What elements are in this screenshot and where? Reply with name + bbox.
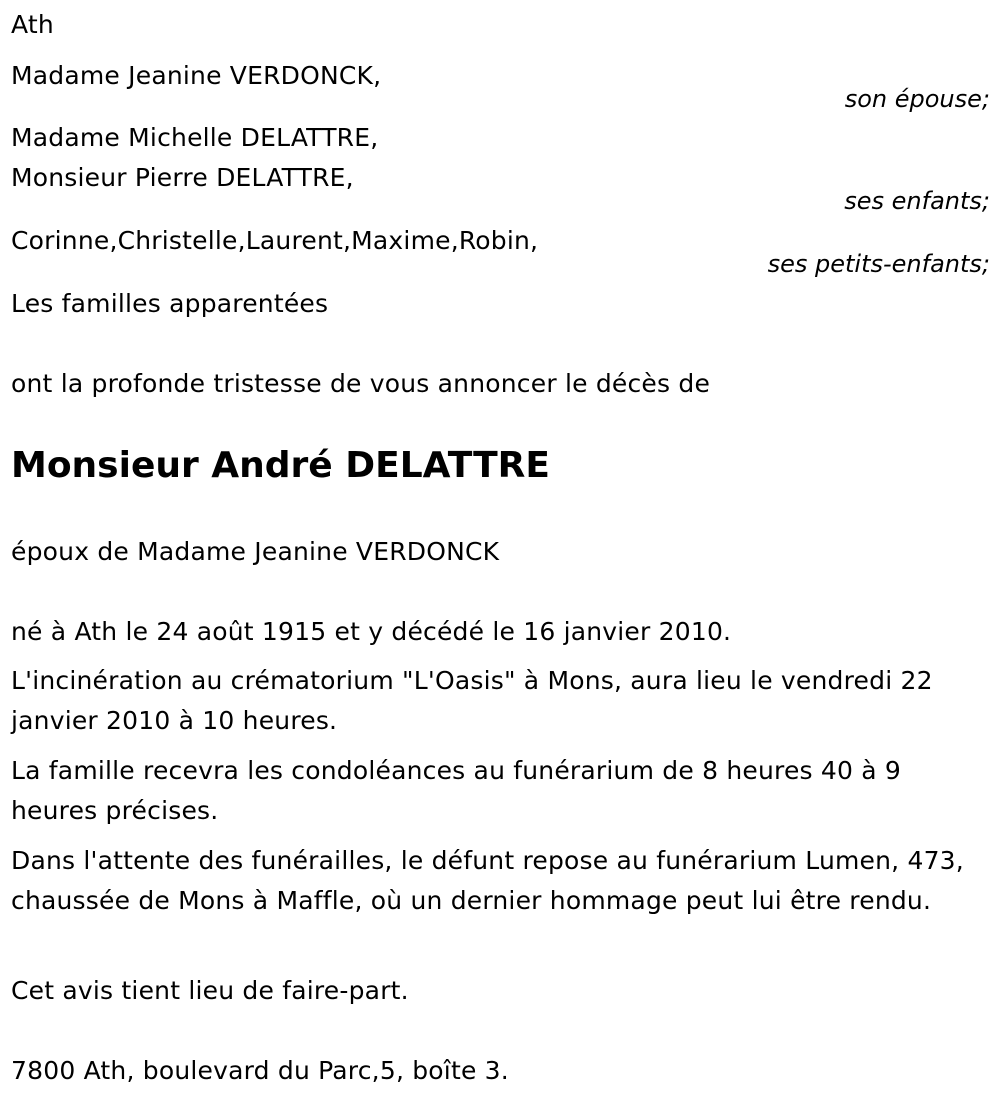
- deceased-name: Monsieur André DELATTRE: [11, 445, 550, 486]
- city-header: Ath: [11, 10, 54, 39]
- grandchildren-names: Corinne,Christelle,Laurent,Maxime,Robin,: [11, 226, 539, 255]
- child-name-2: Monsieur Pierre DELATTRE,: [11, 163, 354, 192]
- condolences-paragraph: La famille recevra les condoléances au funérarium de 8 heures 40 à 9 heures précises.: [11, 756, 902, 825]
- children-role: ses enfants;: [844, 187, 990, 215]
- spouse-of-line: époux de Madame Jeanine VERDONCK: [11, 537, 500, 566]
- announcement-text: ont la profonde tristesse de vous annoncer le décès de: [11, 369, 711, 398]
- birth-death-line: né à Ath le 24 août 1915 et y décédé le 16 janvier 2010.: [11, 617, 732, 646]
- incineration-paragraph: L'incinération au crématorium "L'Oasis" à Mons, aura lieu le vendredi 22 janvier 2010 à 10 heures.: [11, 666, 933, 735]
- spouse-name: Madame Jeanine VERDONCK,: [11, 61, 382, 90]
- relatives-line: Les familles apparentées: [11, 289, 329, 318]
- child-name-1: Madame Michelle DELATTRE,: [11, 123, 379, 152]
- notice-paragraph: Cet avis tient lieu de faire-part.: [11, 976, 409, 1005]
- spouse-role: son épouse;: [844, 85, 990, 113]
- family-address: 7800 Ath, boulevard du Parc,5, boîte 3.: [11, 1056, 509, 1085]
- grandchildren-role: ses petits-enfants;: [767, 250, 990, 278]
- rest-paragraph: Dans l'attente des funérailles, le défunt repose au funérarium Lumen, 473, chaussée de Mons à Maffle, où un dernier hommage peut lui être rendu.: [11, 846, 964, 915]
